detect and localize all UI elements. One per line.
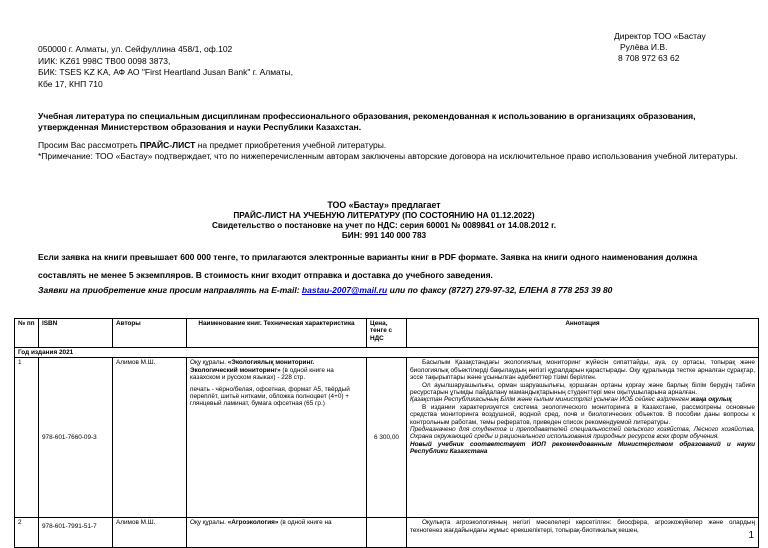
intro-note: *Примечание: ТОО «Бастау» подтверждает, что по нижеперечисленным авторам заключены авторские договора на исключительное право использования учебной литературы. [38,151,738,161]
email-link[interactable]: bastau-2007@mail.ru [301,285,388,295]
kbe-line: Кбе 17, КНП 710 [38,78,103,89]
intro-block [38,140,750,162]
row-tech: печать - чёрно/белая, офсетная, формат А5, твёрдый переплёт, шитьё нитками, обложка полноцвет (4+0) + глянцевый ламинат, бумага офсетная (65 гр.) [190,385,350,408]
col-authors: Авторы [113,319,187,348]
address-line: 050000 г. Алматы, ул. Сейфуллина 458/1, оф.102 [38,44,233,54]
conditions-line-1: Если заявка на книги превышает 600 000 тенге, то прилагаются электронные варианты книг в PDF формате. Заявка на книги одного наименования должна [38,252,698,262]
iik-line: ИИК: KZ61 998C TB00 0098 3873, [38,55,171,66]
offer-block [0,200,768,241]
col-name: Наименование книг. Техническая характеристика [187,319,367,348]
offer-company: ТОО «Бастау» предлагает [327,200,441,210]
row-annotation: Басылым Қазақстандағы экологиялық мониторинг жүйесін сипаттайды, ауа, су ортасы, топырақ және биологиялық объектілерді бақылаудың негізгі құралдарын қарастырады. Оқу құралында тестке арналған сұрақтар, эссе тақырыптары және ұсынылған әдебиеттер тізімі берілген. Ол ауылшаруашылығы, орман шаруашылығы, қоршаған ортаны қорғау және барлық білім берудің табиғи ресурстарын ұтымды пайдалану мамандықтарының студенттері мен оқытушыларына арналған. Қазақстан Республикасының Білім және ғылым министрлігі ұсынған ИОБ сейкес әзірленген жаңа оқулық В издании характеризуется система экологического мониторинга в Казахстане, рассмотрены основные средства мониторинга воздушной, водной сред, почв и биологических объектов. В пособии даны вопросы к контрольным работам, темы рефератов, приведен список рекомендуемой литературы. Предназначено для студентов и преподавателей специальностей сельского хозяйства, Лесного хозяйства, Охрана окружающей среды и рационального использования природных ресурсов всех форм обучения. Новый учебник соответствует ИОП рекомендованным Министерством образований и науки Республики Казахстана [407,358,759,518]
col-isbn: ISBN [39,319,113,348]
bik-line: БИК: TSES KZ KA, АФ АО "First Heartland Jusan Bank" г. Алматы, [38,67,293,77]
table-row [15,358,759,518]
row-num: 2 [15,518,39,548]
row-isbn: 978-601-7660-09-3 [39,358,113,518]
col-price: Цена, тенге с НДС [367,319,407,348]
offer-pricelist: ПРАЙС-ЛИСТ НА УЧЕБНУЮ ЛИТЕРАТУРУ (ПО СОСТОЯНИЮ НА 01.12.2022) [233,211,535,220]
table-header-row [15,319,759,348]
row-author: Алимов М.Ш. [113,358,187,518]
row-price [367,518,407,548]
director-block [614,31,706,64]
row-isbn: 978-601-7991-51-7 [39,518,113,548]
price-list-table [14,318,759,548]
director-name: Рулёва И.В. [620,42,668,52]
table-row [15,518,759,548]
row-num: 1 [15,358,39,518]
requisites-block [38,44,293,90]
col-num: № пп [15,319,39,348]
offer-bin: БИН: 991 140 000 783 [341,231,427,240]
director-title: Директор ТОО «Бастау [614,31,706,41]
year-row [15,348,759,358]
director-phone: 8 708 972 63 62 [618,53,680,63]
conditions-line-3: Заявки на приобретение книг просим направлять на E-mail: bastau-2007@mail.ru или по факсу (8727) 279-97-32, ЕЛЕНА 8 778 253 39 80 [38,285,613,295]
conditions-line-2: составлять не менее 5 экземпляров. В стоимость книг входит отправка и доставка до учебного заведения. [38,270,493,280]
intro-line: Просим Вас рассмотреть ПРАЙС-ЛИСТ на предмет приобретения учебной литературы. [38,140,387,150]
row-name: Оқу құралы. «Агроэкология» (в одной книге на [187,518,367,548]
document-title: Учебная литература по специальным дисциплинам профессионального образования, рекомендованная к использованию в организациях образования, утвержденная Министерством образования и науки Республики Казахстан. [38,111,696,132]
row-name: Оқу құралы. «Экологиялық мониторинг. Экологический мониторинг» (в одной книге на казахском и русском языках) - 228 стр. печать - чёрно/белая, офсетная, формат А5, твёрдый переплёт, шитьё нитками, обложка полноцвет (4+0) + глянцевый ламинат, бумага офсетная (65 гр.) [187,358,367,518]
row-annotation: Оқулықта агроэкологияның негізгі мәселелері көрсетілген: биосфера, агроэкожүйелер және олардың техногенез жағдайындағы жұмыс ерекшеліктері, топырақ-биотикалық кешен, [407,518,759,548]
page-number: 1 [748,530,754,541]
row-author: Алимов М.Ш. [113,518,187,548]
year-label: Год издания 2021 [15,348,759,358]
row-price: 6 300,00 [367,358,407,518]
col-annotation: Аннотация [407,319,759,348]
offer-vat: Свидетельство о постановке на учет по НДС: серия 60001 № 0089841 от 14.08.2012 г. [212,221,556,230]
